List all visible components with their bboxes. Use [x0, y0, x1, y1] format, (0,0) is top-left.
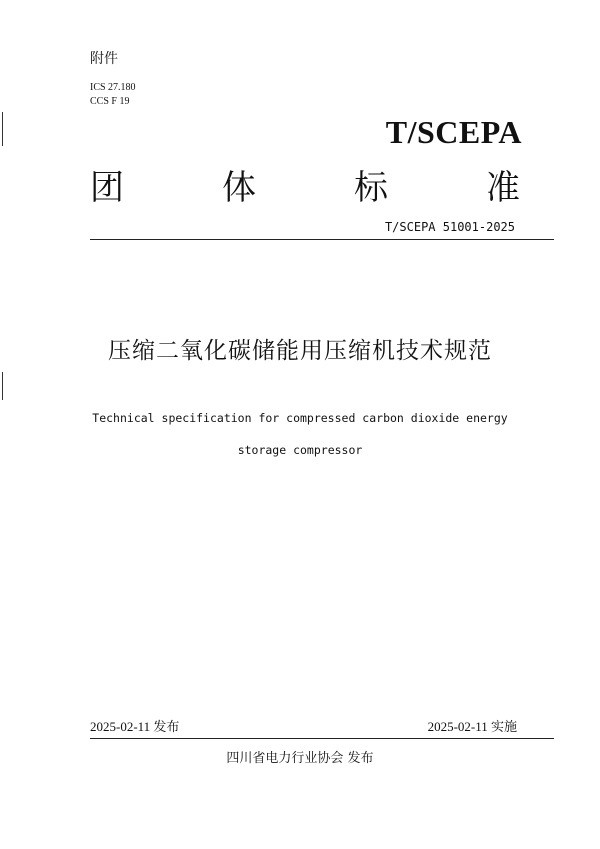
document-title-english-line2: storage compressor [237, 443, 363, 457]
publication-date: 2025-02-11 发布 [90, 719, 180, 734]
binding-margin-mark [2, 112, 3, 146]
issuing-organization: 四川省电力行业协会 发布 [226, 751, 374, 766]
document-title-english-line1: Technical specification for compressed carbon dioxide energy [92, 411, 508, 425]
document-title-chinese: 压缩二氧化碳储能用压缩机技术规范 [108, 338, 492, 364]
binding-margin-mark [2, 372, 3, 400]
standard-brand: T/SCEPA [385, 114, 522, 150]
top-divider [90, 239, 554, 240]
standard-type-char: 准 [486, 168, 520, 208]
attachment-label: 附件 [90, 51, 118, 67]
ics-code: ICS 27.180 [90, 82, 136, 93]
implementation-date: 2025-02-11 实施 [427, 719, 517, 734]
standard-type-char: 标 [354, 168, 388, 208]
standard-type-heading [90, 160, 520, 209]
bottom-divider [90, 738, 554, 739]
standard-type-char: 团 [90, 168, 124, 208]
standard-number: T/SCEPA 51001-2025 [384, 220, 515, 234]
standard-type-char: 体 [222, 168, 256, 208]
ccs-code: CCS F 19 [90, 96, 130, 107]
